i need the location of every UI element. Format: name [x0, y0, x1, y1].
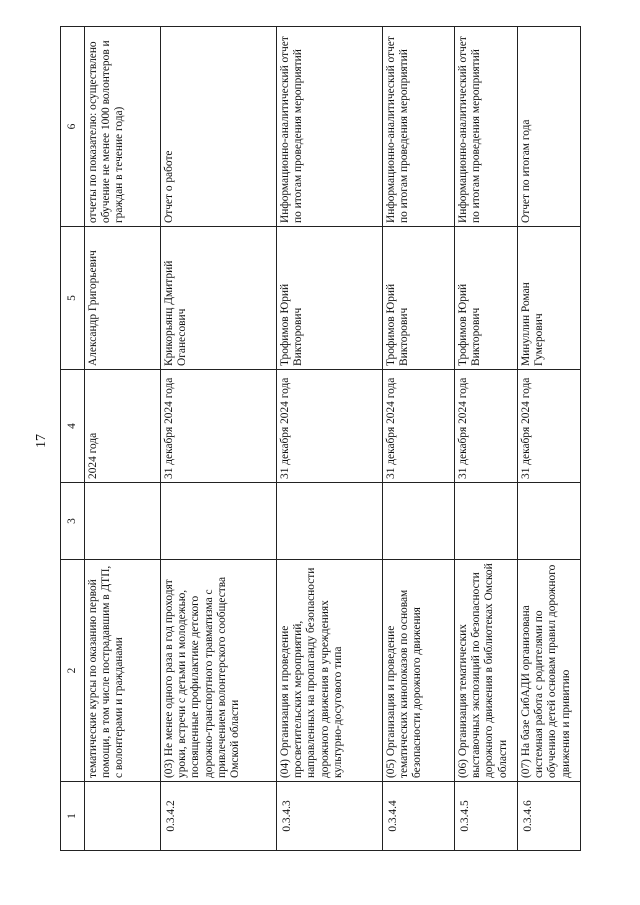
row-event: (03) Не менее одного раза в год проходят уроки, встречи с детьми и молодежью, посвященные профилактике детского дорожно-транспортного травматизма с привлечением волонтерского сообщества Омской области	[161, 560, 277, 782]
header-col-5: 5	[61, 227, 85, 370]
table-row	[383, 27, 455, 851]
header-col-6: 6	[61, 27, 85, 227]
row-deadline: 31 декабря 2024 года	[518, 370, 581, 483]
table-row	[518, 27, 581, 851]
row-responsible: Крикорьянц Дмитрий Оганесович	[161, 227, 277, 370]
row-col3	[455, 483, 518, 560]
row-deadline: 31 декабря 2024 года	[455, 370, 518, 483]
row-responsible: Трофимов Юрий Викторович	[383, 227, 455, 370]
plan-table	[60, 26, 581, 851]
row-event: тематические курсы по оказанию первой помощи, в том числе пострадавшим в ДТП, с волонтерами и гражданами	[85, 560, 161, 782]
row-event: (07) На базе СибАДИ организована системная работа с родителями по обучению детей основам правил дорожного движения и привитию	[518, 560, 581, 782]
row-deadline: 31 декабря 2024 года	[277, 370, 383, 483]
row-code: 0.3.4.2	[161, 782, 277, 851]
row-event: (04) Организация и проведение просветительских мероприятий, направленных на пропаганду безопасности дорожного движения в учреждениях культурно-досугового типа	[277, 560, 383, 782]
row-result: Информационно-аналитический отчет по итогам проведения мероприятий	[455, 27, 518, 227]
row-code: 0.3.4.4	[383, 782, 455, 851]
table-row	[277, 27, 383, 851]
row-code	[85, 782, 161, 851]
header-col-2: 2	[61, 560, 85, 782]
table-row	[455, 27, 518, 851]
table-row	[161, 27, 277, 851]
page-number: 17	[34, 434, 49, 448]
plan-table-container	[60, 27, 580, 851]
row-col3	[518, 483, 581, 560]
row-col3	[383, 483, 455, 560]
row-event: (06) Организация тематических выставочных экспозиций по безопасности дорожного движения в библиотеках Омской области	[455, 560, 518, 782]
header-col-3: 3	[61, 483, 85, 560]
table-row	[85, 27, 161, 851]
row-result: Информационно-аналитический отчет по итогам проведения мероприятий	[383, 27, 455, 227]
row-deadline: 31 декабря 2024 года	[161, 370, 277, 483]
row-result: Отчет по итогам года	[518, 27, 581, 227]
row-deadline: 31 декабря 2024 года	[383, 370, 455, 483]
row-responsible: Минуллин Роман Гумерович	[518, 227, 581, 370]
row-result: Отчет о работе	[161, 27, 277, 227]
row-result: Информационно-аналитический отчет по итогам проведения мероприятий	[277, 27, 383, 227]
row-event: (05) Организация и проведение тематических кинопоказов по основам безопасности дорожного движения	[383, 560, 455, 782]
row-code: 0.3.4.6	[518, 782, 581, 851]
row-col3	[277, 483, 383, 560]
row-responsible: Трофимов Юрий Викторович	[455, 227, 518, 370]
row-code: 0.3.4.5	[455, 782, 518, 851]
row-responsible: Александр Григорьевич	[85, 227, 161, 370]
row-result: отчеты по показателю: осуществлено обучение не менее 1000 волонтеров и граждан в течение года)	[85, 27, 161, 227]
row-deadline: 2024 года	[85, 370, 161, 483]
row-col3	[161, 483, 277, 560]
row-col3	[85, 483, 161, 560]
header-col-1: 1	[61, 782, 85, 851]
row-code: 0.3.4.3	[277, 782, 383, 851]
header-row	[61, 27, 85, 851]
header-col-4: 4	[61, 370, 85, 483]
row-responsible: Трофимов Юрий Викторович	[277, 227, 383, 370]
